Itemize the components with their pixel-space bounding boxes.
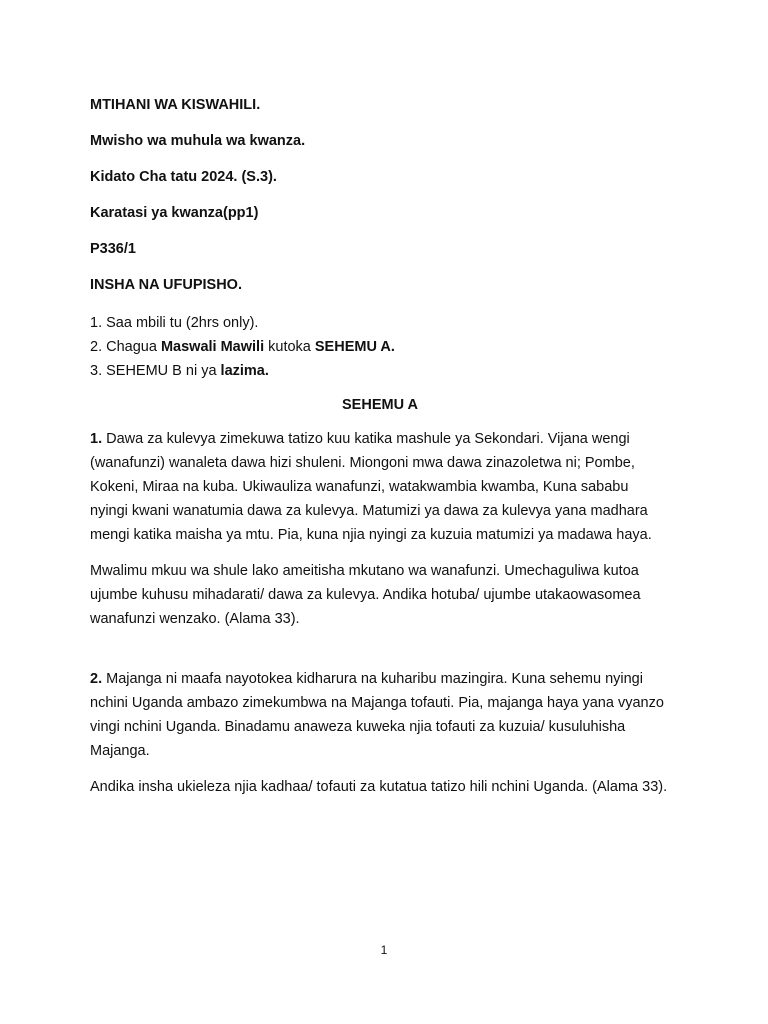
section-a-heading: SEHEMU A xyxy=(342,397,418,413)
paper-line: Karatasi ya kwanza(pp1) xyxy=(90,205,259,221)
question-1-number: 1. xyxy=(90,431,103,447)
term-line: Mwisho wa muhula wa kwanza. xyxy=(90,133,306,149)
instruction-1-text: 1. Saa mbili tu (2hrs only). xyxy=(90,315,259,331)
instruction-2-bold-2: SEHEMU A. xyxy=(314,339,395,355)
paper-subtitle: INSHA NA UFUPISHO. xyxy=(90,277,242,293)
instructions-list xyxy=(90,311,670,383)
instruction-3-prefix: 3. SEHEMU B ni ya xyxy=(90,363,221,379)
document-content xyxy=(90,95,670,811)
instruction-item-2 xyxy=(90,335,670,359)
question-2-number: 2. xyxy=(90,671,103,687)
instruction-2-prefix: 2. Chagua xyxy=(90,339,161,355)
instruction-2-bold: Maswali Mawili xyxy=(160,339,265,355)
class-year-line: Kidato Cha tatu 2024. (S.3). xyxy=(90,169,277,185)
page-number: 1 xyxy=(380,943,388,957)
question-1-paragraph xyxy=(90,427,670,547)
question-2-text: Majanga ni maafa nayotokea kidharura na kuharibu mazingira. Kuna sehemu nyingi nchini Uganda ambazo zimekumbwa na Majanga tofauti. Pia, majanga haya yana vyanzo vingi nchini Uganda. Binadamu anaweza kuweka njia tofauti za kuzuia/ kusuluhisha Majanga. xyxy=(90,671,664,759)
question-2-task: Andika insha ukieleza njia kadhaa/ tofauti za kutatua tatizo hili nchini Uganda. (Alama 33). xyxy=(90,779,668,795)
paper-code: P336/1 xyxy=(90,241,136,257)
instruction-3-bold: lazima. xyxy=(220,363,269,379)
instruction-item-1 xyxy=(90,311,670,335)
question-1-task: Mwalimu mkuu wa shule lako ameitisha mkutano wa wanafunzi. Umechaguliwa kutoa ujumbe kuhusu mihadarati/ dawa za kulevya. Andika hotuba/ ujumbe utakaowasomea wanafunzi wenzako. (Alama 33). xyxy=(90,563,641,627)
instruction-item-3 xyxy=(90,359,670,383)
question-1-text: Dawa za kulevya zimekuwa tatizo kuu katika mashule ya Sekondari. Vijana wengi (wanafunzi) wanaleta dawa hizi shuleni. Miongoni mwa dawa zinazoletwa ni; Pombe, Kokeni, Miraa na kuba. Ukiwauliza wanafunzi, watakwambia kwamba, Kuna sababu nyingi kwani wanatumia dawa za kulevya. Matumizi ya dawa za kulevya yana madhara mengi katika maisha ya mtu. Pia, kuna njia nyingi za kuzuia matumizi ya madawa haya. xyxy=(90,431,652,543)
instruction-2-mid: kutoka xyxy=(264,339,315,355)
question-2-paragraph xyxy=(90,667,670,763)
spacer xyxy=(90,643,670,667)
exam-title: MTIHANI WA KISWAHILI. xyxy=(90,97,261,113)
